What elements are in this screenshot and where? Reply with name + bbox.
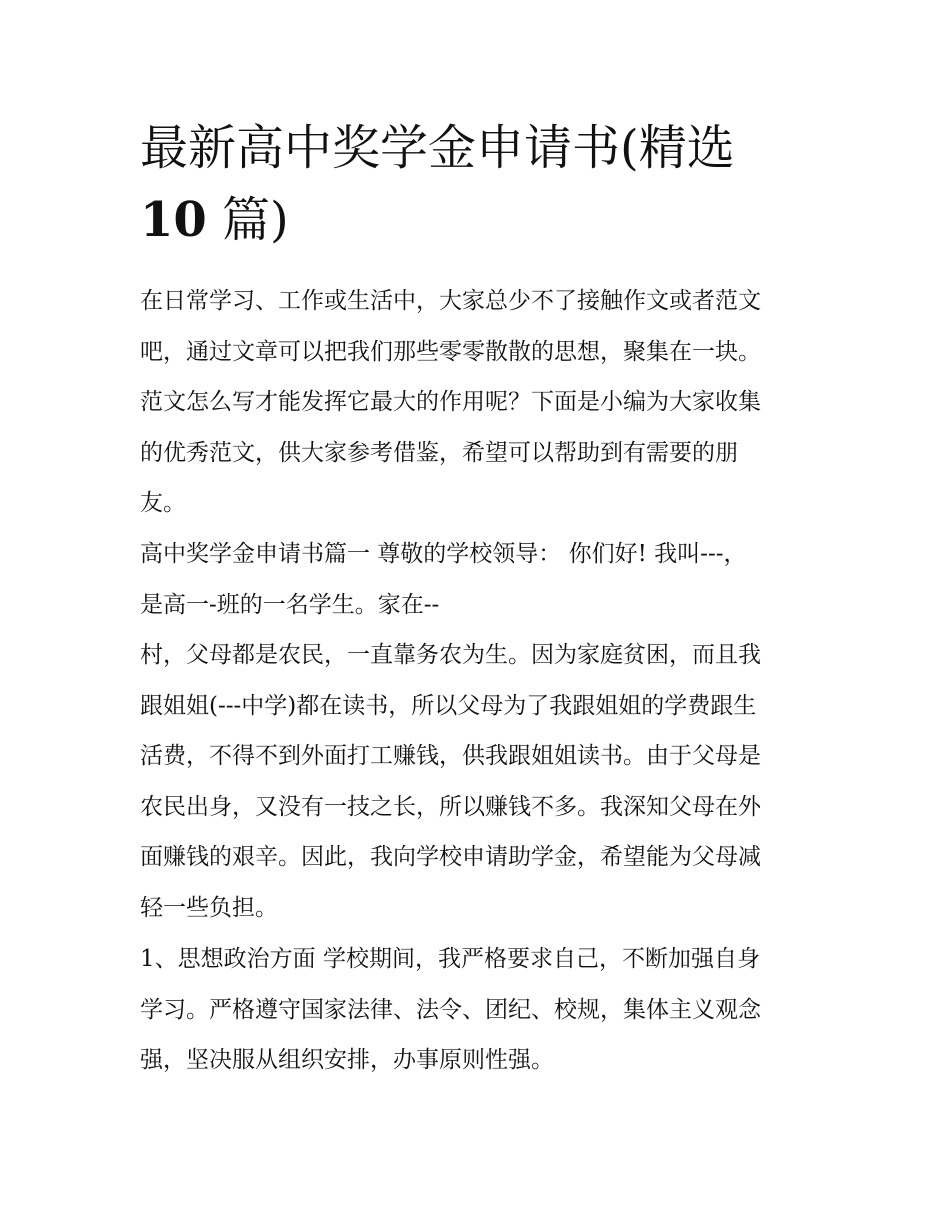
paragraph-line: 的优秀范文，供大家参考借鉴，希望可以帮助到有需要的朋	[140, 439, 738, 466]
paragraph-line: 高中奖学金申请书篇一 尊敬的学校领导： 你们好! 我叫---，	[140, 541, 747, 567]
paragraph-line: 学习。严格遵守国家法律、法令、团纪、校规，集体主义观念	[140, 996, 761, 1023]
title-number: 10	[140, 192, 207, 248]
title-line-1: 最新高中奖学金申请书(精选	[140, 120, 735, 176]
letter-paragraph	[140, 529, 820, 933]
intro-paragraph	[140, 276, 820, 529]
paragraph-line: 范文怎么写才能发挥它最大的作用呢？下面是小编为大家收集	[140, 389, 761, 415]
paragraph-line: 友。	[140, 490, 186, 516]
title-suffix: 篇)	[206, 192, 289, 248]
paragraph-line: 村，父母都是农民，一直靠务农为生。因为家庭贫困，而且我	[140, 642, 761, 668]
paragraph-line: 轻一些负担。	[140, 894, 278, 921]
paragraph-line: 跟姐姐(---中学)都在读书，所以父母为了我跟姐姐的学费跟生	[140, 692, 757, 719]
paragraph-line: 强，坚决服从组织安排，办事原则性强。	[140, 1047, 554, 1073]
section-1-paragraph	[140, 934, 820, 1086]
paragraph-line: 1、思想政治方面 学校期间，我严格要求自己，不断加强自身	[140, 946, 760, 972]
paragraph-line: 农民出身，又没有一技之长，所以赚钱不多。我深知父母在外	[140, 793, 761, 820]
paragraph-line: 是高一-班的一名学生。家在--	[140, 591, 440, 618]
paragraph-line: 活费，不得不到外面打工赚钱，供我跟姐姐读书。由于父母是	[140, 743, 761, 769]
document-title	[140, 112, 820, 256]
paragraph-line: 面赚钱的艰辛。因此，我向学校申请助学金，希望能为父母减	[140, 844, 761, 870]
paragraph-line: 在日常学习、工作或生活中，大家总少不了接触作文或者范文	[140, 288, 761, 314]
paragraph-line: 吧，通过文章可以把我们那些零零散散的思想，聚集在一块。	[140, 338, 761, 365]
title-line-2	[140, 184, 820, 256]
